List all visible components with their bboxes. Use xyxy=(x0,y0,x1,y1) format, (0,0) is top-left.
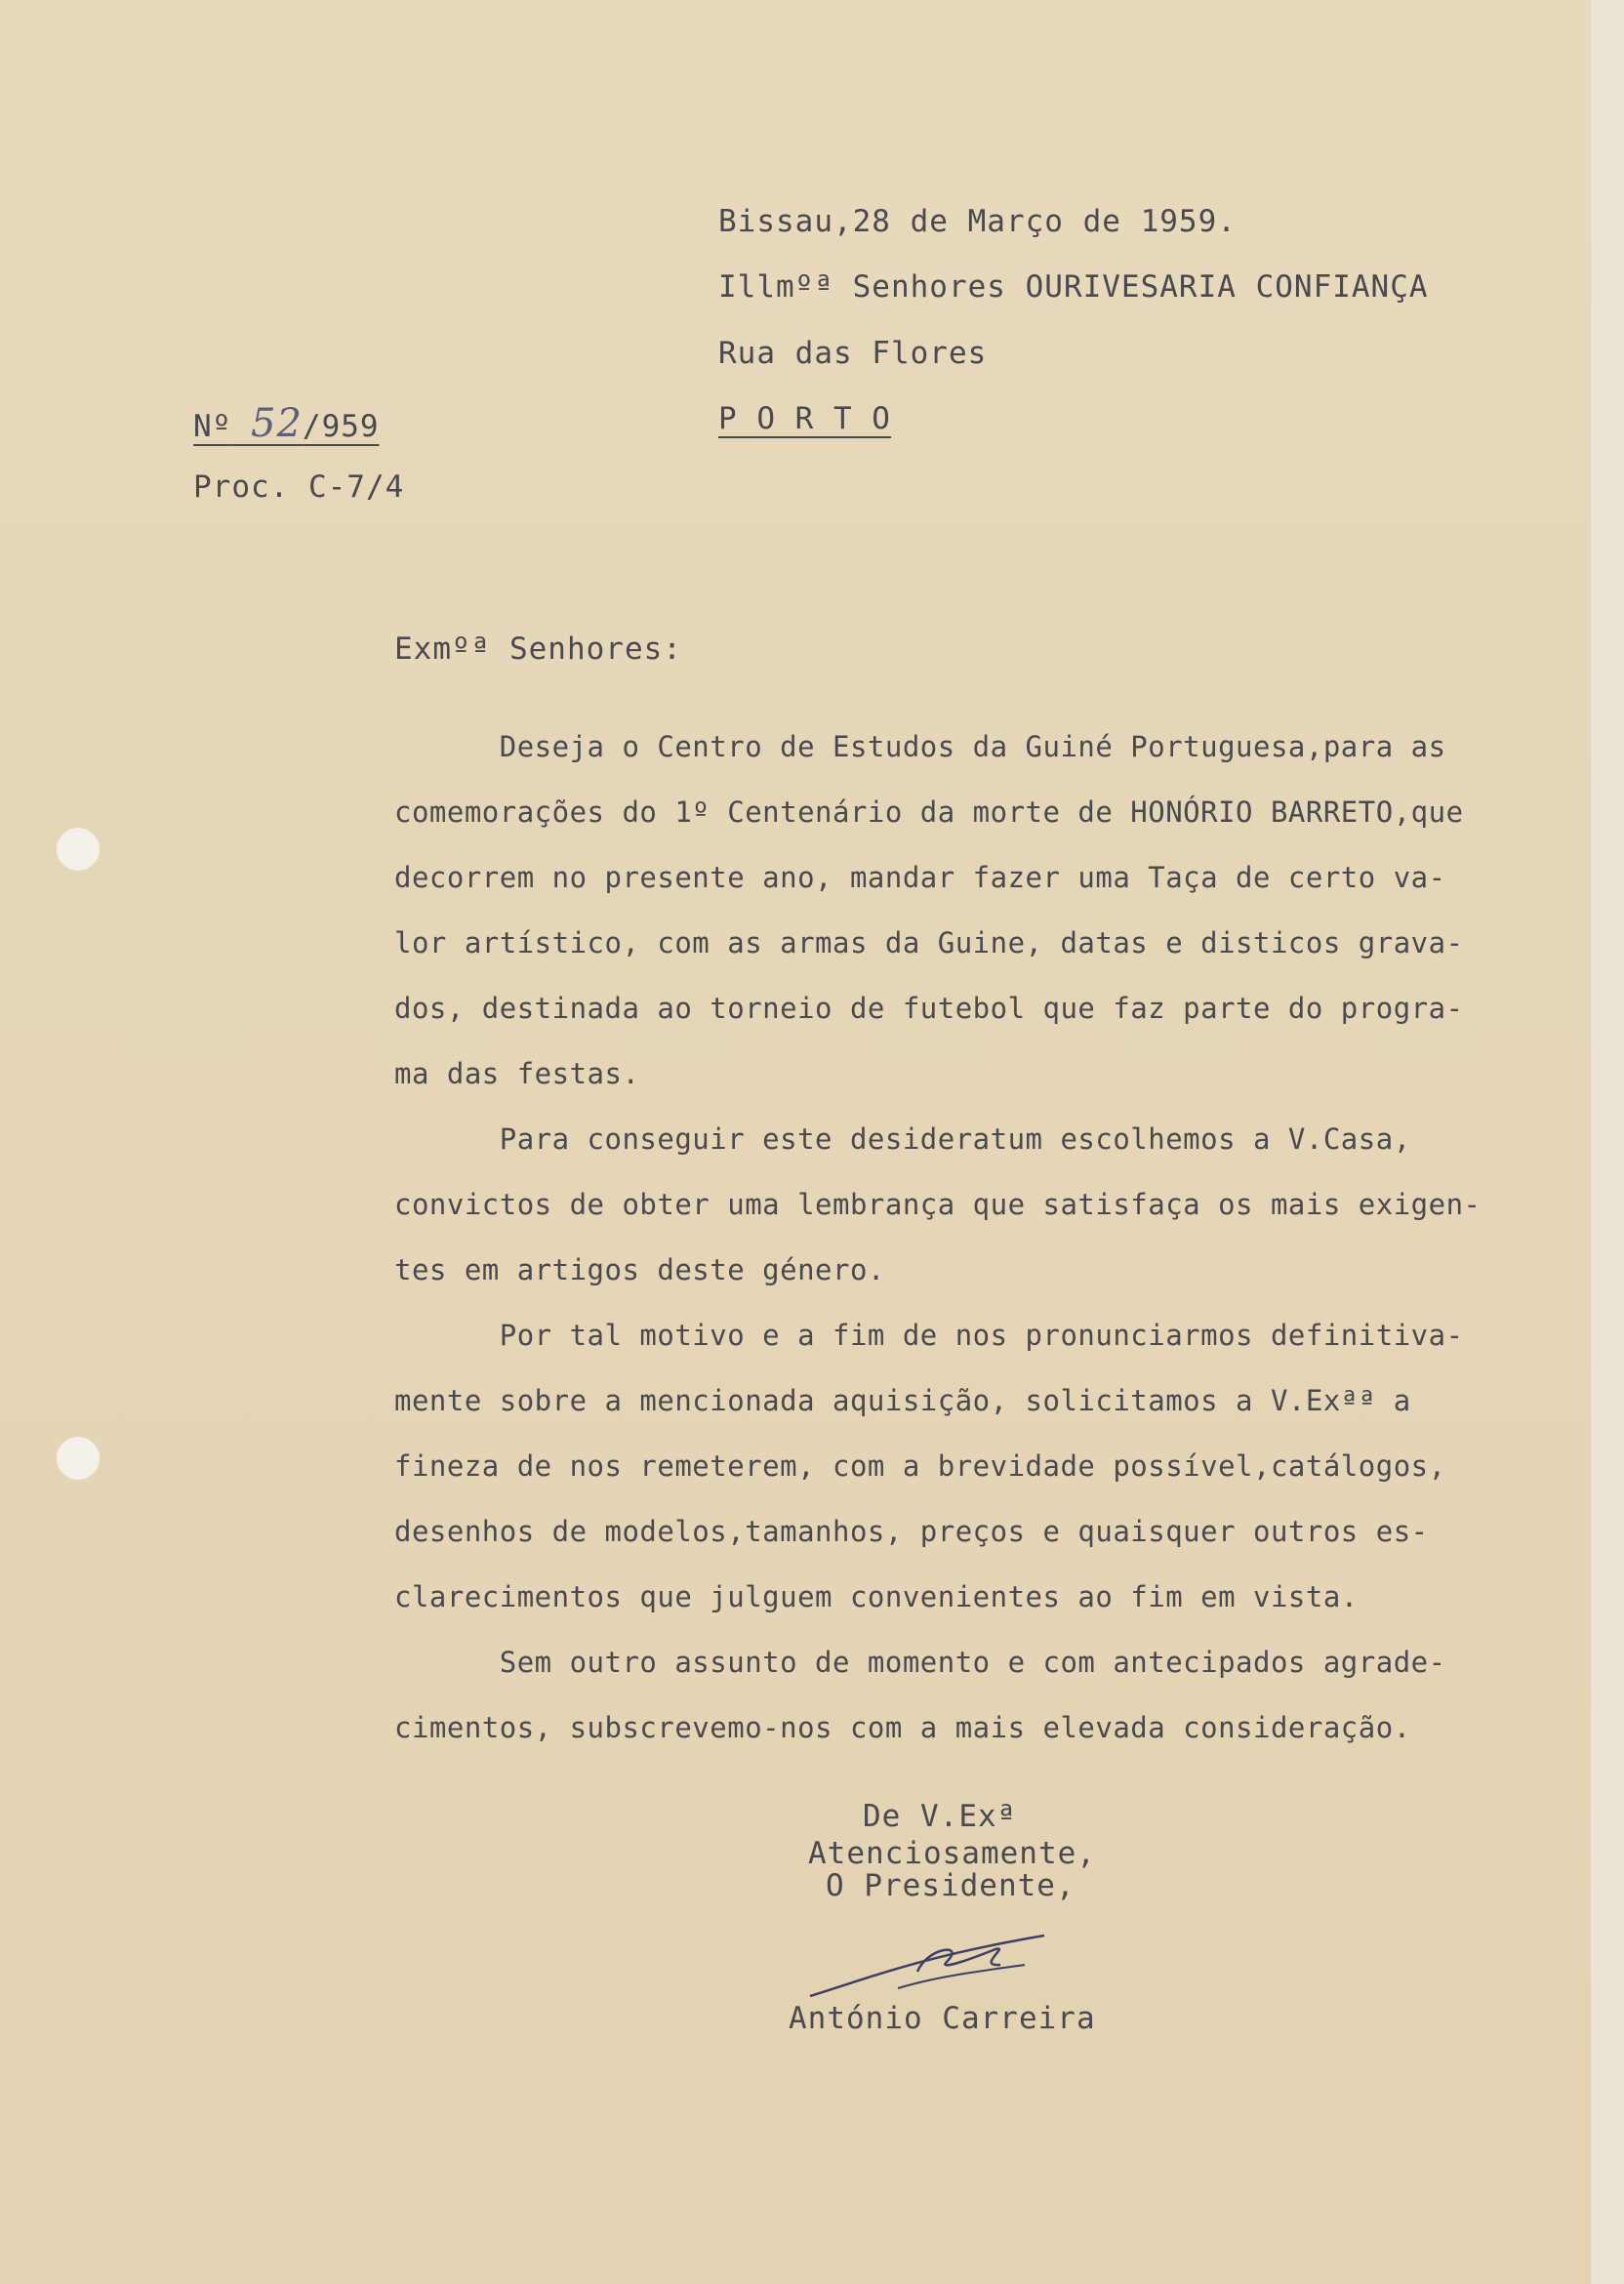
body-line: lor artístico, com as armas da Guine, datas e disticos grava- xyxy=(394,926,1464,959)
body-line: desenhos de modelos,tamanhos, preços e quaisquer outros es- xyxy=(394,1515,1429,1548)
city-line: P O R T O xyxy=(718,401,891,436)
body-line: decorrem no presente ano, mandar fazer uma Taça de certo va- xyxy=(394,861,1446,894)
body-line: convictos de obter uma lembrança que satisfaça os mais exigen- xyxy=(394,1188,1482,1221)
background-edge xyxy=(1591,0,1624,2284)
salutation: Exmºª Senhores: xyxy=(394,632,682,667)
body-line: clarecimentos que julguem convenientes ao fim em vista. xyxy=(394,1580,1359,1613)
date-line: Bissau,28 de Março de 1959. xyxy=(718,204,1237,239)
body-line: ma das festas. xyxy=(394,1057,640,1090)
reference-prefix: Nº xyxy=(193,409,232,444)
body-line: dos, destinada ao torneio de futebol que faz parte do progra- xyxy=(394,992,1464,1025)
reference-suffix: /959 xyxy=(302,409,380,444)
handwritten-signature xyxy=(800,1928,1054,2006)
reference-handwritten-number: 52 xyxy=(251,401,303,446)
street-line: Rua das Flores xyxy=(718,336,988,371)
body-line: comemorações do 1º Centenário da morte de HONÓRIO BARRETO,que xyxy=(394,795,1464,829)
letter-body xyxy=(394,714,1595,1761)
closing-line-2: Atenciosamente, xyxy=(808,1836,1096,1871)
closing-line-1: De V.Exª xyxy=(863,1799,1017,1834)
body-line: fineza de nos remeterem, com a brevidade possível,catálogos, xyxy=(394,1449,1446,1483)
reference-number xyxy=(193,401,380,446)
process-reference: Proc. C-7/4 xyxy=(193,469,405,505)
body-line: tes em artigos deste género. xyxy=(394,1253,885,1286)
body-line: Sem outro assunto de momento e com antecipados agrade- xyxy=(394,1646,1446,1679)
body-line: mente sobre a mencionada aquisição, solicitamos a V.Exªª a xyxy=(394,1384,1411,1417)
body-line: Para conseguir este desideratum escolhemos a V.Casa, xyxy=(394,1122,1411,1156)
closing-line-3: O Presidente, xyxy=(826,1868,1076,1903)
body-line: Deseja o Centro de Estudos da Guiné Portuguesa,para as xyxy=(394,730,1446,763)
punch-hole-bottom xyxy=(57,1437,100,1480)
body-line: Por tal motivo e a fim de nos pronunciarmos definitiva- xyxy=(394,1319,1464,1352)
addressee-line: Illmºª Senhores OURIVESARIA CONFIANÇA xyxy=(718,269,1429,305)
body-line: cimentos, subscrevemo-nos com a mais elevada consideração. xyxy=(394,1711,1411,1744)
signatory-name: António Carreira xyxy=(789,2001,1096,2036)
punch-hole-top xyxy=(57,828,100,871)
